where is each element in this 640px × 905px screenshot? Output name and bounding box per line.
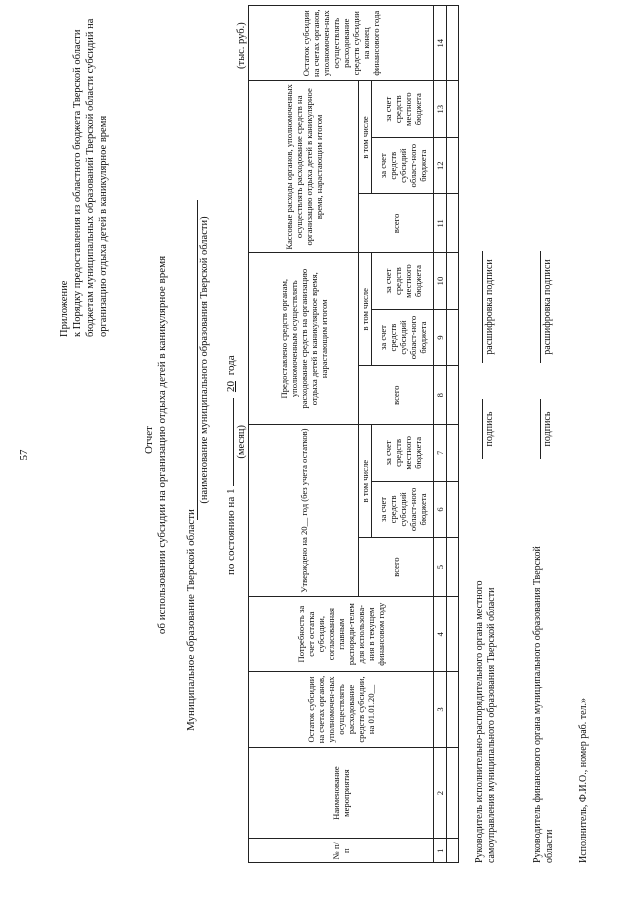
col-number-1: 1 <box>434 839 447 863</box>
header-row-1 <box>249 6 359 863</box>
head-exec-sign-line <box>482 399 483 459</box>
as-of-line <box>222 355 247 575</box>
unit-label: (тыс. руб.) <box>236 22 247 69</box>
col-number-7: 7 <box>434 425 447 482</box>
header-cash: Кассовые расходы органов, уполномоченных осуществлять расходование средств на организацию отдыха детей в каникулярное время, нарастающим итогом <box>249 81 359 253</box>
head-fin-sign-hint: подпись <box>542 411 553 447</box>
header-provided: Предоставлено средств органам, уполномоченным осуществлять расходование средств на организацию отдыха детей в каникулярное время, нарастающим итогом <box>249 253 359 425</box>
empty-cell <box>447 538 459 597</box>
empty-cell <box>447 309 459 366</box>
col-number-5: 5 <box>434 538 447 597</box>
col-number-2: 2 <box>434 747 447 839</box>
appendix-block <box>58 7 110 337</box>
empty-cell <box>447 481 459 538</box>
column-number-row <box>434 6 447 863</box>
appendix-line-1: к Порядку предоставления из областного бюджета Тверской области <box>72 29 83 337</box>
provided-total: всего <box>359 366 434 425</box>
header-num: № п/п <box>249 839 434 863</box>
head-exec-decode-hint: расшифровка подписи <box>484 259 495 355</box>
col-number-14: 14 <box>434 6 447 81</box>
head-fin-decode-hint: расшифровка подписи <box>542 259 553 355</box>
cash-total: всего <box>359 194 434 253</box>
appendix-line-3: организацию отдыха детей в каникулярное время <box>98 115 109 337</box>
empty-cell <box>447 366 459 425</box>
header-approved: Утверждено на 20__ год (без учета остатков) <box>249 425 359 597</box>
col-number-12: 12 <box>434 137 447 194</box>
head-fin-decode-line <box>540 251 541 363</box>
page-number: 57 <box>18 449 30 461</box>
report-table <box>248 5 459 863</box>
empty-cell <box>447 137 459 194</box>
empty-cell <box>447 597 459 672</box>
header-balance-end: Остаток субсидии на счетах органов, уполномочен-ных осуществлять расходование средств субсидии на конец финансового года <box>249 6 434 81</box>
cash-regional: за счет средств субсидий област-ного бюджета <box>372 137 434 194</box>
report-title: Отчет <box>143 426 155 454</box>
appendix-title: Приложение <box>59 280 70 337</box>
executor-line: Исполнитель, Ф.И.О., номер раб. тел.» <box>578 697 589 863</box>
appendix-line-2: бюджетам муниципальных образований Тверской области субсидий на <box>85 18 96 337</box>
empty-cell <box>447 672 459 747</box>
month-field <box>222 398 247 486</box>
municipality-hint: (наименование муниципального образования Тверской области) <box>199 216 210 504</box>
head-fin-title: Руководитель финансового органа муниципального образования Тверской области <box>532 546 555 863</box>
provided-including: в том числе <box>359 253 372 366</box>
empty-cell <box>447 194 459 253</box>
empty-cell <box>447 425 459 482</box>
header-balance-start: Остаток субсидии на счетах органов, уполномочен-ных осуществлять расходование средств субсидии, на 01.01.20__ <box>249 672 434 747</box>
col-number-3: 3 <box>434 672 447 747</box>
cash-including: в том числе <box>359 81 372 194</box>
approved-regional: за счет средств субсидий област-ного бюджета <box>372 481 434 538</box>
report-subtitle: об использовании субсидии на организацию отдыха детей в каникулярное время <box>156 255 168 635</box>
empty-cell <box>447 81 459 138</box>
approved-including: в том числе <box>359 425 372 538</box>
empty-cell <box>447 747 459 839</box>
as-of-prefix: по состоянию на 1 <box>225 488 237 575</box>
as-of-suffix: года <box>225 355 237 376</box>
head-exec-title: Руководитель исполнительно-распорядительного органа местного самоуправления муниципального образования Тверской области <box>474 580 497 863</box>
approved-local: за счет средств местного бюджета <box>372 425 434 482</box>
head-exec-decode-line <box>482 251 483 363</box>
head-fin-sign-line <box>540 399 541 459</box>
municipality-label: Муниципальное образование Тверской области <box>185 509 197 731</box>
empty-cell <box>447 6 459 81</box>
col-number-9: 9 <box>434 309 447 366</box>
empty-cell <box>447 253 459 310</box>
head-exec-sign-hint: подпись <box>484 411 495 447</box>
provided-regional: за счет средств субсидий област-ного бюджета <box>372 309 434 366</box>
approved-total: всего <box>359 538 434 597</box>
col-number-8: 8 <box>434 366 447 425</box>
provided-local: за счет средств местного бюджета <box>372 253 434 310</box>
col-number-13: 13 <box>434 81 447 138</box>
as-of-year: 20 <box>225 381 237 393</box>
empty-data-row <box>447 6 459 863</box>
header-name: Наименование мероприятия <box>249 747 434 839</box>
col-number-6: 6 <box>434 481 447 538</box>
header-need: Потребность за счет остатка субсидии, согласованная главным распоряди-телем для использова-ния в текущем финансовом году <box>249 597 434 672</box>
col-number-4: 4 <box>434 597 447 672</box>
col-number-10: 10 <box>434 253 447 310</box>
municipality-underline <box>197 200 198 520</box>
month-hint: (месяц) <box>236 424 247 459</box>
empty-cell <box>447 839 459 863</box>
col-number-11: 11 <box>434 194 447 253</box>
cash-local: за счет средств местного бюджета <box>372 81 434 138</box>
